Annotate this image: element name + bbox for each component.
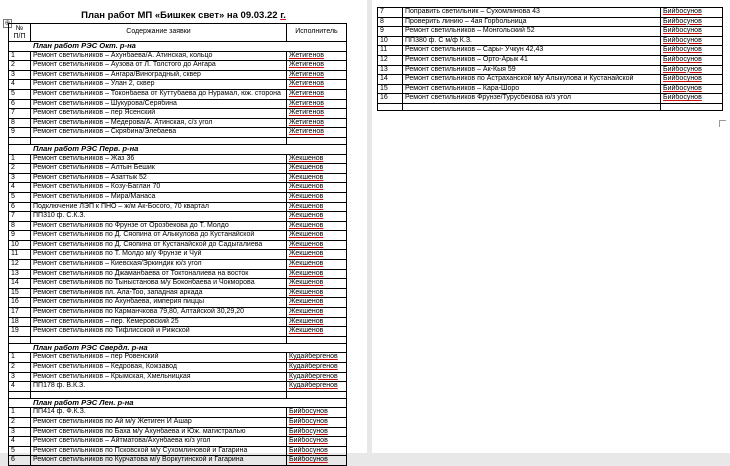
row-executor[interactable]: Кудайбергенов <box>287 353 347 363</box>
row-executor[interactable]: Жетигенов <box>287 89 347 99</box>
row-number[interactable]: 16 <box>378 94 403 104</box>
row-number[interactable]: 1 <box>9 51 31 61</box>
table-row <box>9 192 347 202</box>
row-number[interactable]: 4 <box>9 80 31 90</box>
document-title-suffix: г. <box>280 10 286 21</box>
row-content[interactable]: Ремонт светильников по Баха м/у Ахунбаева и Юж. магистралью <box>31 427 287 437</box>
row-number[interactable]: 5 <box>9 89 31 99</box>
row-executor[interactable]: Бийбосунов <box>661 46 723 56</box>
blank-cell[interactable] <box>378 103 403 110</box>
row-number[interactable]: 12 <box>9 260 31 270</box>
row-executor[interactable]: Жекшенов <box>287 260 347 270</box>
row-executor[interactable]: Жекшенов <box>287 212 347 222</box>
row-executor[interactable]: Кудайбергенов <box>287 382 347 392</box>
table-row <box>9 317 347 327</box>
table-row <box>9 231 347 241</box>
row-number[interactable]: 7 <box>378 8 403 18</box>
row-content[interactable]: Ремонт светильников Фрунзе/Турусбекова ю/з угол <box>403 94 661 104</box>
row-content[interactable]: ПП414 ф. Ф.К.З. <box>31 408 287 418</box>
row-executor[interactable]: Жекшенов <box>287 183 347 193</box>
row-content[interactable]: Ремонт светильников – Кедровая, Кожзавод <box>31 363 287 373</box>
row-number[interactable]: 2 <box>9 363 31 373</box>
row-executor[interactable]: Бийбосунов <box>661 8 723 18</box>
table-row <box>9 89 347 99</box>
row-executor[interactable]: Бийбосунов <box>661 84 723 94</box>
table-row <box>9 51 347 61</box>
row-executor[interactable]: Жетигенов <box>287 70 347 80</box>
table-row <box>9 363 347 373</box>
blank-cell[interactable] <box>287 391 347 398</box>
work-plan-body-continued <box>378 8 723 111</box>
row-executor[interactable]: Жекшенов <box>287 202 347 212</box>
row-content[interactable]: Ремонт светильников – Киевская/Эркиндик ю/з угол <box>31 260 287 270</box>
row-content[interactable]: Ремонт светильников по Д. Сяопина от Кустанайской до Садыгалиева <box>31 240 287 250</box>
row-content[interactable]: Ремонт светильников – Скрябина/Элебаева <box>31 128 287 138</box>
row-content[interactable]: Ремонт светильников по Д. Сяопина от Алыкулова до Кустанайской <box>31 231 287 241</box>
row-number[interactable]: 2 <box>9 61 31 71</box>
row-number[interactable]: 6 <box>9 202 31 212</box>
row-number[interactable]: 6 <box>9 99 31 109</box>
table-row <box>378 27 723 37</box>
table-row <box>9 61 347 71</box>
row-number[interactable]: 14 <box>9 279 31 289</box>
row-content[interactable]: Ремонт светильников – Крымская, Хмельницкая <box>31 372 287 382</box>
table-row <box>9 221 347 231</box>
row-executor[interactable]: Жетигенов <box>287 99 347 109</box>
section-heading: План работ РЭС Окт. р-на <box>9 42 347 52</box>
table-row <box>9 80 347 90</box>
table-row <box>9 427 347 437</box>
row-number[interactable]: 4 <box>9 382 31 392</box>
row-content[interactable]: Ремонт светильников по Ахунбаева, империя пиццы <box>31 298 287 308</box>
row-content[interactable]: Ремонт светильников по Тифлисской и Рижской <box>31 327 287 337</box>
row-executor[interactable]: Кудайбергенов <box>287 372 347 382</box>
row-content[interactable]: Ремонт светильников по Астраханской м/у Алыкулова и Кустанайской <box>403 75 661 85</box>
row-number[interactable]: 11 <box>378 46 403 56</box>
table-row <box>378 65 723 75</box>
row-number[interactable]: 4 <box>9 183 31 193</box>
row-executor[interactable]: Бийбосунов <box>661 17 723 27</box>
table-row <box>9 382 347 392</box>
table-row <box>9 260 347 270</box>
table-header-row <box>9 24 347 42</box>
row-number[interactable]: 8 <box>9 118 31 128</box>
blank-cell[interactable] <box>661 103 723 110</box>
row-executor[interactable]: Жекшенов <box>287 308 347 318</box>
blank-cell[interactable] <box>287 137 347 144</box>
table-row <box>378 36 723 46</box>
table-row <box>9 408 347 418</box>
row-executor[interactable]: Жетигенов <box>287 80 347 90</box>
row-executor[interactable]: Жекшенов <box>287 250 347 260</box>
row-content[interactable]: Ремонт светильников по Т. Молдо м/у Фрунзе и Чуй <box>31 250 287 260</box>
row-number[interactable]: 3 <box>9 372 31 382</box>
row-content[interactable]: Ремонт светильников – Аузова от Л. Толстого до Ангара <box>31 61 287 71</box>
row-executor[interactable]: Бийбосунов <box>661 94 723 104</box>
row-number[interactable]: 4 <box>9 437 31 447</box>
table-row <box>9 446 347 456</box>
section-heading-row <box>9 398 347 408</box>
row-number[interactable]: 8 <box>378 17 403 27</box>
row-executor[interactable]: Жетигенов <box>287 61 347 71</box>
row-number[interactable]: 10 <box>9 240 31 250</box>
table-row <box>9 202 347 212</box>
row-number[interactable]: 1 <box>9 154 31 164</box>
row-number[interactable]: 10 <box>378 36 403 46</box>
row-content[interactable]: Ремонт светильников – Токонбаева от Куттубаева до Нурамал, юж. сторона <box>31 89 287 99</box>
row-content[interactable]: Ремонт светильников – Айтматова/Ахунбаева ю/з угол <box>31 437 287 447</box>
row-number[interactable]: 19 <box>9 327 31 337</box>
section-heading-row <box>9 144 347 154</box>
row-executor[interactable]: Жекшенов <box>287 221 347 231</box>
header-content: Содержание заявки <box>31 24 287 42</box>
header-executor: Исполнитель <box>287 24 347 42</box>
row-executor[interactable]: Бийбосунов <box>287 417 347 427</box>
table-row <box>378 46 723 56</box>
table-row <box>9 99 347 109</box>
row-content[interactable]: Проверить линию – 4ая Горбольница <box>403 17 661 27</box>
table-row <box>9 173 347 183</box>
row-content[interactable]: Ремонт светильников по Псковской м/у Сухомлиновой и Гагарина <box>31 446 287 456</box>
row-content[interactable]: Ремонт светильников – Козу-Баглан 70 <box>31 183 287 193</box>
table-row <box>378 8 723 18</box>
row-content[interactable]: Ремонт светильников – пер Ясенский <box>31 109 287 119</box>
row-executor[interactable]: Жекшенов <box>287 317 347 327</box>
row-executor[interactable]: Бийбосунов <box>287 456 347 466</box>
row-number[interactable]: 15 <box>9 288 31 298</box>
row-executor[interactable]: Жекшенов <box>287 298 347 308</box>
row-number[interactable]: 7 <box>9 109 31 119</box>
row-number[interactable]: 3 <box>9 70 31 80</box>
row-content[interactable]: Ремонт светильников – Ак-Кыя 59 <box>403 65 661 75</box>
row-executor[interactable]: Жекшенов <box>287 288 347 298</box>
row-content[interactable]: Ремонт светильников – Жаз 36 <box>31 154 287 164</box>
row-content[interactable]: ПП310 ф. С.К.З. <box>31 212 287 222</box>
row-number[interactable]: 2 <box>9 164 31 174</box>
table-row <box>9 269 347 279</box>
blank-cell[interactable] <box>287 336 347 343</box>
row-executor[interactable]: Жекшенов <box>287 279 347 289</box>
row-executor[interactable]: Бийбосунов <box>287 427 347 437</box>
table-row <box>9 372 347 382</box>
row-executor[interactable]: Жекшенов <box>287 327 347 337</box>
row-executor[interactable]: Бийбосунов <box>287 446 347 456</box>
table-row <box>9 437 347 447</box>
row-content[interactable]: Ремонт светильников – Ахунбаева/А. Атинская, кольцо <box>31 51 287 61</box>
document-title-text: План работ МП «Бишкек свет» на 09.03.22 <box>81 10 281 21</box>
table-row <box>9 154 347 164</box>
table-row <box>378 94 723 104</box>
row-executor[interactable]: Бийбосунов <box>661 65 723 75</box>
row-executor[interactable]: Жекшенов <box>287 240 347 250</box>
header-num: № П/П <box>9 24 31 42</box>
row-content[interactable]: ПП380 ф. С м/ф К.З. <box>403 36 661 46</box>
row-number[interactable]: 6 <box>9 456 31 466</box>
blank-cell[interactable] <box>9 391 31 398</box>
row-executor[interactable]: Жекшенов <box>287 154 347 164</box>
row-content[interactable]: Ремонт светильников – Монгольский 52 <box>403 27 661 37</box>
row-executor[interactable]: Бийбосунов <box>661 75 723 85</box>
table-row <box>378 17 723 27</box>
row-executor[interactable]: Бийбосунов <box>287 437 347 447</box>
row-number[interactable]: 5 <box>9 446 31 456</box>
table-row <box>9 212 347 222</box>
row-number[interactable]: 3 <box>9 427 31 437</box>
row-content[interactable]: Поправить светильник – Сухомлинова 43 <box>403 8 661 18</box>
table-move-handle-icon[interactable]: ⊕ <box>4 19 11 27</box>
table-row <box>9 183 347 193</box>
row-number[interactable]: 11 <box>9 250 31 260</box>
row-number[interactable]: 13 <box>9 269 31 279</box>
table-row <box>9 288 347 298</box>
row-content[interactable]: Ремонт светильников пл. Ала-Тоо, западная аркада <box>31 288 287 298</box>
row-executor[interactable]: Бийбосунов <box>287 408 347 418</box>
table-row <box>9 308 347 318</box>
row-executor[interactable]: Бийбосунов <box>661 27 723 37</box>
table-row <box>9 353 347 363</box>
work-plan-table-continued <box>377 7 723 111</box>
table-row <box>9 250 347 260</box>
row-content[interactable]: Ремонт светильников – Кара-Шоро <box>403 84 661 94</box>
row-executor[interactable]: Жекшенов <box>287 192 347 202</box>
row-content[interactable]: Ремонт светильников – Азаттык 52 <box>31 173 287 183</box>
row-number[interactable]: 2 <box>9 417 31 427</box>
row-content[interactable]: Ремонт светильников – Шукурова/Серябина <box>31 99 287 109</box>
row-number[interactable]: 8 <box>9 221 31 231</box>
row-executor[interactable]: Жетигенов <box>287 118 347 128</box>
row-content[interactable]: Ремонт светильников – Алтын Бешик <box>31 164 287 174</box>
work-plan-table <box>8 23 347 466</box>
blank-cell[interactable] <box>9 336 31 343</box>
section-heading-row <box>9 343 347 353</box>
row-content[interactable]: Ремонт светильников по Курчатова м/у Воркутинской и Гагарина <box>31 456 287 466</box>
section-heading: План работ РЭС Перв. р-на <box>9 144 347 154</box>
row-executor[interactable]: Бийбосунов <box>661 55 723 65</box>
table-row <box>9 70 347 80</box>
table-row <box>9 417 347 427</box>
section-heading: План работ РЭС Свердл. р-на <box>9 343 347 353</box>
section-heading-row <box>9 42 347 52</box>
row-number[interactable]: 12 <box>378 55 403 65</box>
row-executor[interactable]: Жетигенов <box>287 109 347 119</box>
row-content[interactable]: Ремонт светильников по Ай м/у Жетиген И Ашар <box>31 417 287 427</box>
row-executor[interactable]: Жекшенов <box>287 164 347 174</box>
row-number[interactable]: 18 <box>9 317 31 327</box>
row-content[interactable]: Ремонт светильников по Фрунзе от Орозбекова до Т. Молдо <box>31 221 287 231</box>
row-number[interactable]: 14 <box>378 75 403 85</box>
row-number[interactable]: 15 <box>378 84 403 94</box>
blank-row <box>378 103 723 110</box>
row-executor[interactable]: Жекшенов <box>287 269 347 279</box>
blank-cell[interactable] <box>403 103 661 110</box>
table-row <box>378 55 723 65</box>
row-content[interactable]: Ремонт светильников – Ангара/Виноградный, сквер <box>31 70 287 80</box>
row-number[interactable]: 5 <box>9 192 31 202</box>
row-content[interactable]: Ремонт светильников – Мира/Манаса <box>31 192 287 202</box>
row-executor[interactable]: Кудайбергенов <box>287 363 347 373</box>
table-row <box>9 118 347 128</box>
document-title <box>0 10 367 21</box>
row-executor[interactable]: Жетигенов <box>287 128 347 138</box>
row-number[interactable]: 9 <box>9 128 31 138</box>
row-number[interactable]: 16 <box>9 298 31 308</box>
row-content[interactable]: Ремонт светильников по Джаманбаева от Токтоналиева на восток <box>31 269 287 279</box>
row-content[interactable]: Ремонт светильников по Карманчкова 79,80, Алтайской 30,29,20 <box>31 308 287 318</box>
row-number[interactable]: 9 <box>378 27 403 37</box>
row-content[interactable]: Ремонт светильников – Медерова/А. Атинская, с/з угол <box>31 118 287 128</box>
table-row <box>9 298 347 308</box>
row-content[interactable]: Ремонт светильников – пер. Кемеровский 25 <box>31 317 287 327</box>
row-executor[interactable]: Бийбосунов <box>661 36 723 46</box>
row-number[interactable]: 3 <box>9 173 31 183</box>
row-content[interactable]: Ремонт светильников – Улан 2, сквер <box>31 80 287 90</box>
table-row <box>378 84 723 94</box>
row-content[interactable]: ПП178 ф. В.К.З. <box>31 382 287 392</box>
row-number[interactable]: 17 <box>9 308 31 318</box>
row-number[interactable]: 1 <box>9 408 31 418</box>
table-row <box>9 164 347 174</box>
table-row <box>9 456 347 466</box>
table-row <box>9 327 347 337</box>
document-page-right <box>372 0 730 453</box>
table-row <box>378 75 723 85</box>
row-number[interactable]: 1 <box>9 353 31 363</box>
row-content[interactable]: Ремонт светильников – Сары- Учкун 42,43 <box>403 46 661 56</box>
table-row <box>9 128 347 138</box>
row-number[interactable]: 7 <box>9 212 31 222</box>
row-content[interactable]: Ремонт светильников – пер Ровенский <box>31 353 287 363</box>
row-number[interactable]: 9 <box>9 231 31 241</box>
section-heading: План работ РЭС Лен. р-на <box>9 398 347 408</box>
row-executor[interactable]: Жетигенов <box>287 51 347 61</box>
row-content[interactable]: Ремонт светильников – Орто-Арык 41 <box>403 55 661 65</box>
row-executor[interactable]: Жекшенов <box>287 173 347 183</box>
row-content[interactable]: Ремонт светильников по Тыныстанова м/у Боконбаева и Чокморова <box>31 279 287 289</box>
table-row <box>9 109 347 119</box>
work-plan-body <box>9 42 347 466</box>
table-row <box>9 279 347 289</box>
page-corner-mark <box>719 120 726 127</box>
row-content[interactable]: Подключение ЛЭП к ПНО – ж/м Ак-Босого, 70 квартал <box>31 202 287 212</box>
table-row <box>9 240 347 250</box>
row-executor[interactable]: Жекшенов <box>287 231 347 241</box>
row-number[interactable]: 13 <box>378 65 403 75</box>
blank-cell[interactable] <box>9 137 31 144</box>
